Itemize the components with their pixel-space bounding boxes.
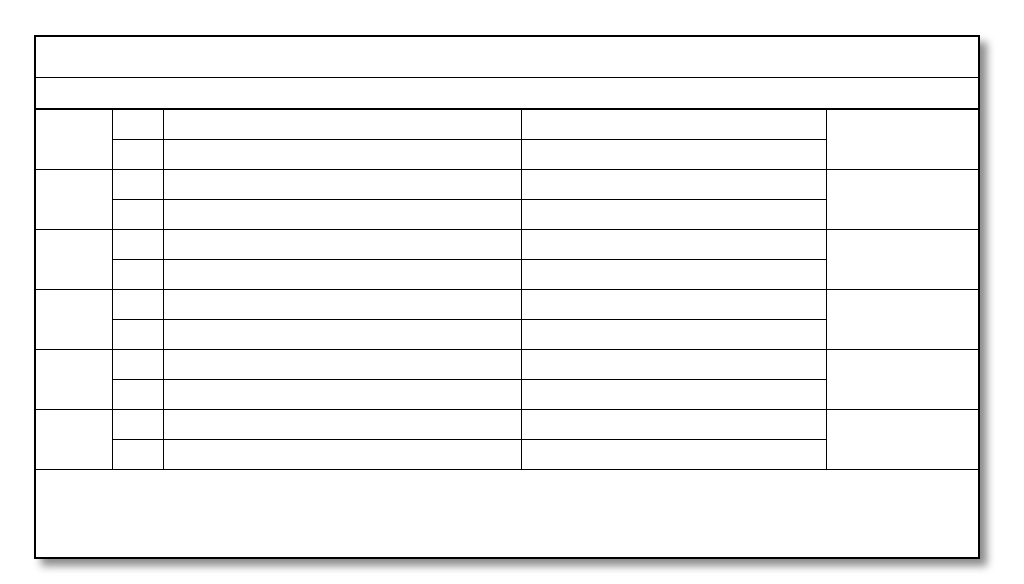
owner-name: [521, 200, 826, 230]
jockey-name: [521, 170, 826, 200]
jockey-name: [521, 410, 826, 440]
owner-name: [521, 140, 826, 170]
finish-position: [36, 230, 112, 290]
start-number: [112, 170, 163, 200]
finish-position: [36, 110, 112, 170]
owner-name: [521, 440, 826, 470]
trainer-name: [163, 380, 521, 410]
empty-cell: [112, 380, 163, 410]
winning-margin: [826, 290, 978, 350]
horse-name: [163, 110, 521, 140]
horse-name: [163, 230, 521, 260]
trainer-name: [163, 320, 521, 350]
jockey-name: [521, 350, 826, 380]
race-title: [36, 37, 978, 78]
jockey-name: [521, 230, 826, 260]
results-table: [36, 110, 978, 470]
result-row: [36, 410, 978, 440]
result-row: [36, 230, 978, 260]
start-number: [112, 110, 163, 140]
empty-cell: [112, 200, 163, 230]
winning-margin: [826, 410, 978, 470]
winning-margin: [826, 350, 978, 410]
race-result-sheet: [34, 35, 980, 559]
horse-name: [163, 290, 521, 320]
jockey-name: [521, 110, 826, 140]
trainer-name: [163, 440, 521, 470]
start-number: [112, 350, 163, 380]
trainer-name: [163, 200, 521, 230]
empty-cell: [112, 140, 163, 170]
jockey-name: [521, 290, 826, 320]
start-number: [112, 230, 163, 260]
race-conditions: [36, 77, 978, 110]
horse-name: [163, 410, 521, 440]
empty-cell: [112, 320, 163, 350]
finish-position: [36, 350, 112, 410]
owner-name: [521, 380, 826, 410]
horse-name: [163, 350, 521, 380]
result-row: [36, 290, 978, 320]
start-number: [112, 290, 163, 320]
empty-cell: [112, 260, 163, 290]
start-number: [112, 410, 163, 440]
horse-name: [163, 170, 521, 200]
finish-position: [36, 170, 112, 230]
finish-position: [36, 290, 112, 350]
finish-position: [36, 410, 112, 470]
result-row: [36, 170, 978, 200]
winning-margin: [826, 170, 978, 230]
winning-margin: [826, 110, 978, 170]
trainer-name: [163, 140, 521, 170]
trainer-name: [163, 260, 521, 290]
empty-cell: [112, 440, 163, 470]
result-row: [36, 110, 978, 140]
owner-name: [521, 320, 826, 350]
winning-margin: [826, 230, 978, 290]
owner-name: [521, 260, 826, 290]
result-row: [36, 350, 978, 380]
